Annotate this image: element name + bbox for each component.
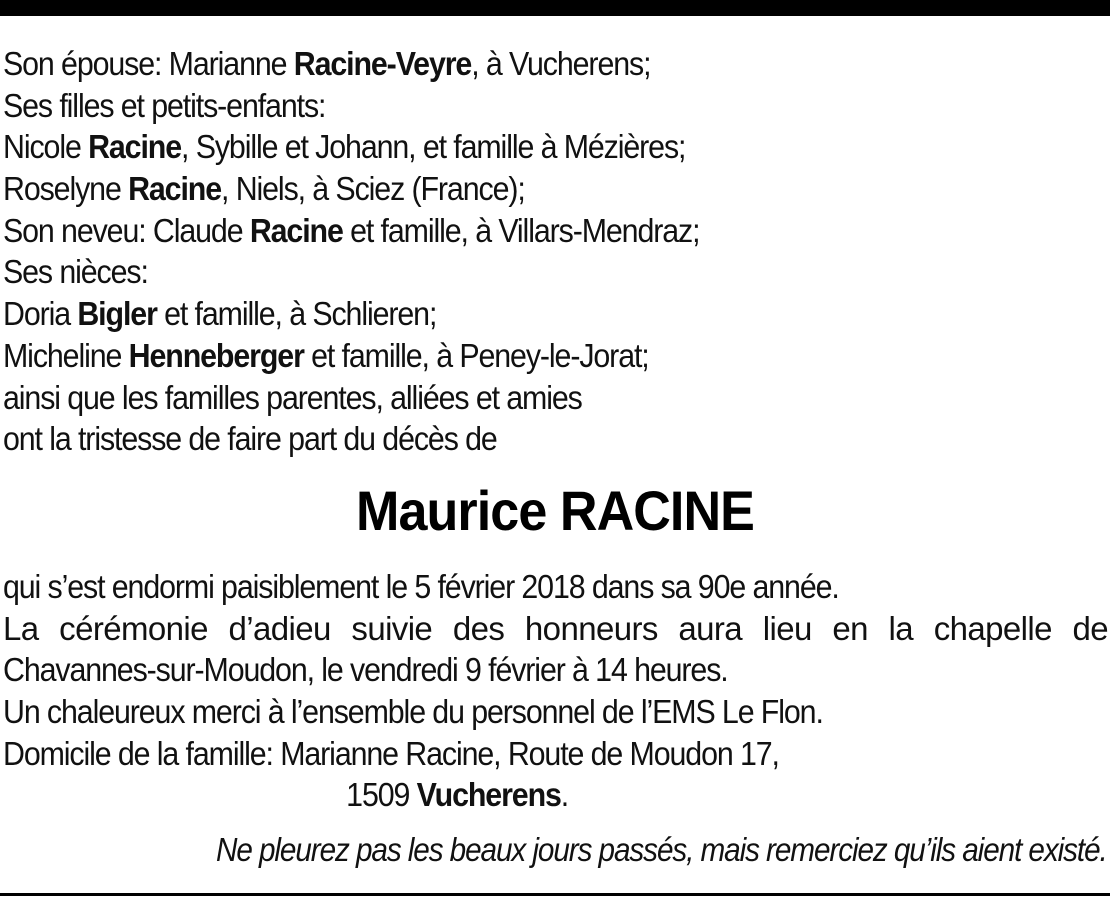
family-list (3, 43, 760, 460)
family-line-nephew: Son neveu: Claude Racine et famille, à Villars-Mendraz; (3, 211, 700, 249)
bold-town: Vucherens (416, 776, 561, 814)
top-rule (0, 0, 1110, 16)
details-line-thanks: Un chaleureux merci à l’ensemble du personnel de l’EMS Le Flon. (3, 693, 823, 731)
family-line-micheline: Micheline Henneberger et famille, à Peney-le-Jorat; (3, 336, 649, 374)
bold-surname: Bigler (77, 295, 157, 333)
closing-quote: Ne pleurez pas les beaux jours passés, mais remerciez qu’ils aient existé. (216, 831, 1107, 868)
details-line-postal: 1509 Vucherens. (346, 776, 569, 814)
bold-surname: Racine-Veyre (293, 45, 472, 82)
bold-surname: Racine (249, 211, 343, 249)
bottom-rule (0, 893, 1110, 896)
family-line-roselyne: Roselyne Racine, Niels, à Sciez (France); (3, 170, 525, 208)
family-line-nieces-heading: Ses nièces: (3, 253, 148, 291)
details-line-ceremony: La cérémonie d’adieu suivie des honneurs aura lieu en la chapelle de (3, 609, 1108, 647)
family-line-relatives: ainsi que les familles parentes, alliées et amies (3, 378, 582, 416)
bold-surname: Henneberger (128, 336, 304, 374)
details-line-date: Chavannes-sur-Moudon, le vendredi 9 février à 14 heures. (3, 651, 728, 689)
deceased-name: Maurice RACINE (356, 479, 754, 542)
bold-surname: Racine (88, 128, 182, 166)
family-line-spouse: Son épouse: Marianne Racine-Veyre, à Vucherens; (3, 45, 651, 82)
family-line-daughters-heading: Ses filles et petits-enfants: (3, 86, 326, 124)
details-block (3, 566, 1108, 816)
bold-surname: Racine (128, 170, 222, 208)
details-line-passing: qui s’est endormi paisiblement le 5 février 2018 dans sa 90e année. (3, 568, 839, 605)
family-line-doria: Doria Bigler et famille, à Schlieren; (3, 295, 437, 333)
details-line-address: Domicile de la famille: Marianne Racine, Route de Moudon 17, (3, 734, 779, 772)
family-line-announcement: ont la tristesse de faire part du décès de (3, 420, 497, 458)
family-line-nicole: Nicole Racine, Sybille et Johann, et famille à Mézières; (3, 128, 686, 166)
